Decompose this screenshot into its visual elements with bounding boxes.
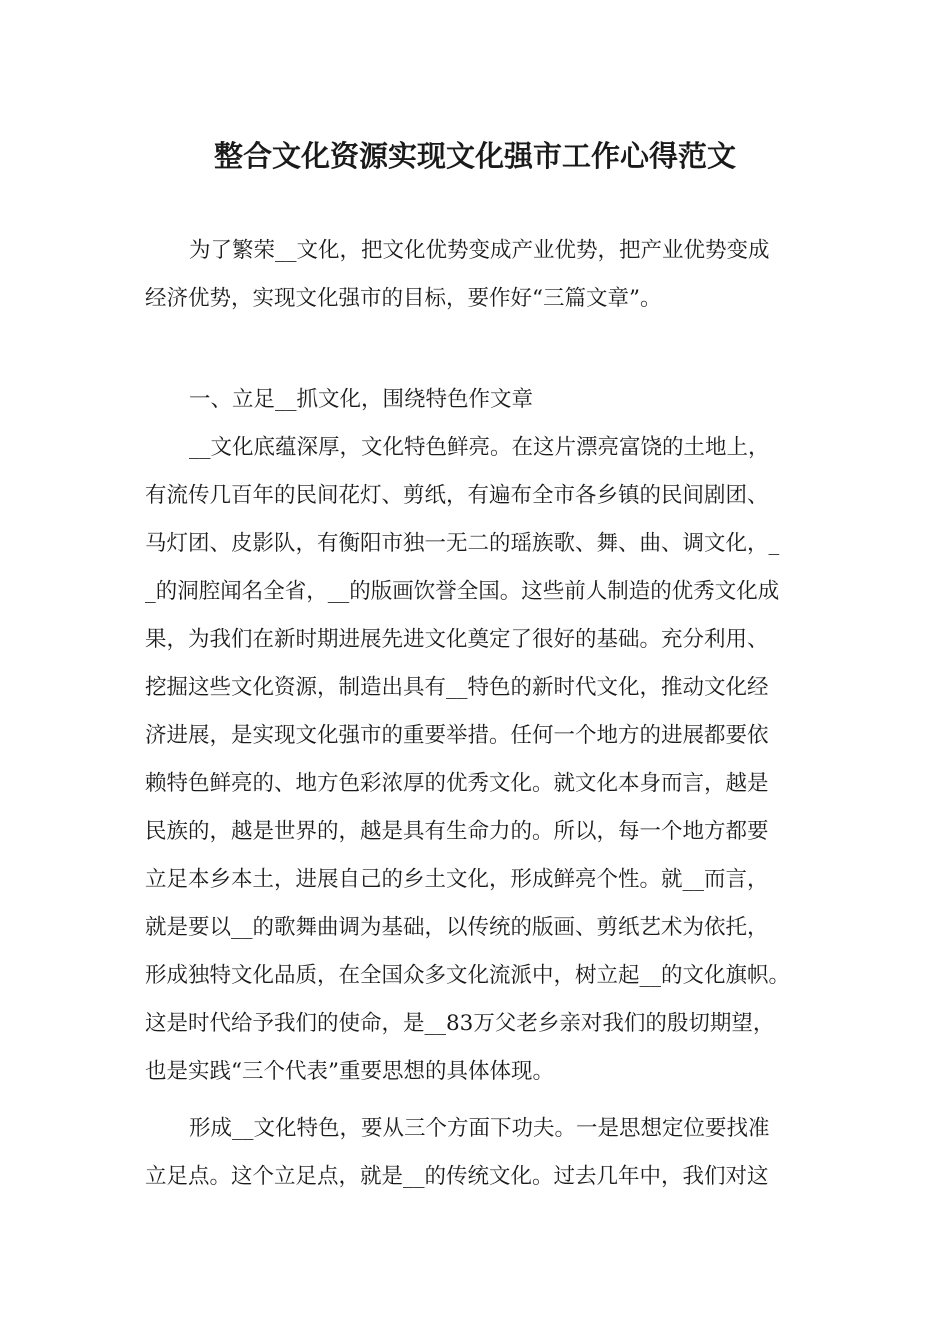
paragraph-line: 民族的，越是世界的，越是具有生命力的。所以，每一个地方都要 (145, 819, 769, 844)
paragraph-line: 经济优势，实现文化强市的目标，要作好“三篇文章”。 (145, 286, 662, 311)
paragraph-line: 立足本乡本土，进展自己的乡土文化，形成鲜亮个性。就__而言， (145, 867, 769, 892)
section-heading: 一、立足__抓文化，围绕特色作文章 (189, 387, 534, 412)
document-title: 整合文化资源实现文化强市工作心得范文 (213, 139, 736, 173)
paragraph-line: 就是要以__的歌舞曲调为基础，以传统的版画、剪纸艺术为依托， (145, 915, 769, 940)
paragraph-line: 济进展，是实现文化强市的重要举措。任何一个地方的进展都要依 (145, 723, 769, 748)
paragraph-line: 赖特色鲜亮的、地方色彩浓厚的优秀文化。就文化本身而言，越是 (145, 771, 769, 796)
paragraph-line: 马灯团、皮影队，有衡阳市独一无二的瑶族歌、舞、曲、调文化，_ (145, 531, 780, 556)
paragraph-line: __文化底蕴深厚，文化特色鲜亮。在这片漂亮富饶的土地上， (189, 435, 770, 460)
paragraph-line: 立足点。这个立足点，就是__的传统文化。过去几年中，我们对这 (145, 1164, 769, 1189)
paragraph-line: 也是实践“三个代表”重要思想的具体体现。 (145, 1059, 554, 1084)
paragraph-line: 有流传几百年的民间花灯、剪纸，有遍布全市各乡镇的民间剧团、 (145, 483, 769, 508)
paragraph-line: _的洞腔闻名全省，__的版画饮誉全国。这些前人制造的优秀文化成 (145, 579, 780, 604)
paragraph-line: 果，为我们在新时期进展先进文化奠定了很好的基础。充分利用、 (145, 627, 769, 652)
paragraph-line: 形成__文化特色，要从三个方面下功夫。一是思想定位要找准 (189, 1116, 770, 1141)
paragraph-line: 这是时代给予我们的使命，是__83万父老乡亲对我们的殷切期望， (145, 1011, 775, 1036)
paragraph-line: 形成独特文化品质，在全国众多文化流派中，树立起__的文化旗帜。 (145, 963, 791, 988)
paragraph-line: 挖掘这些文化资源，制造出具有__特色的新时代文化，推动文化经 (145, 675, 769, 700)
paragraph-line: 为了繁荣__文化，把文化优势变成产业优势，把产业优势变成 (189, 238, 770, 263)
